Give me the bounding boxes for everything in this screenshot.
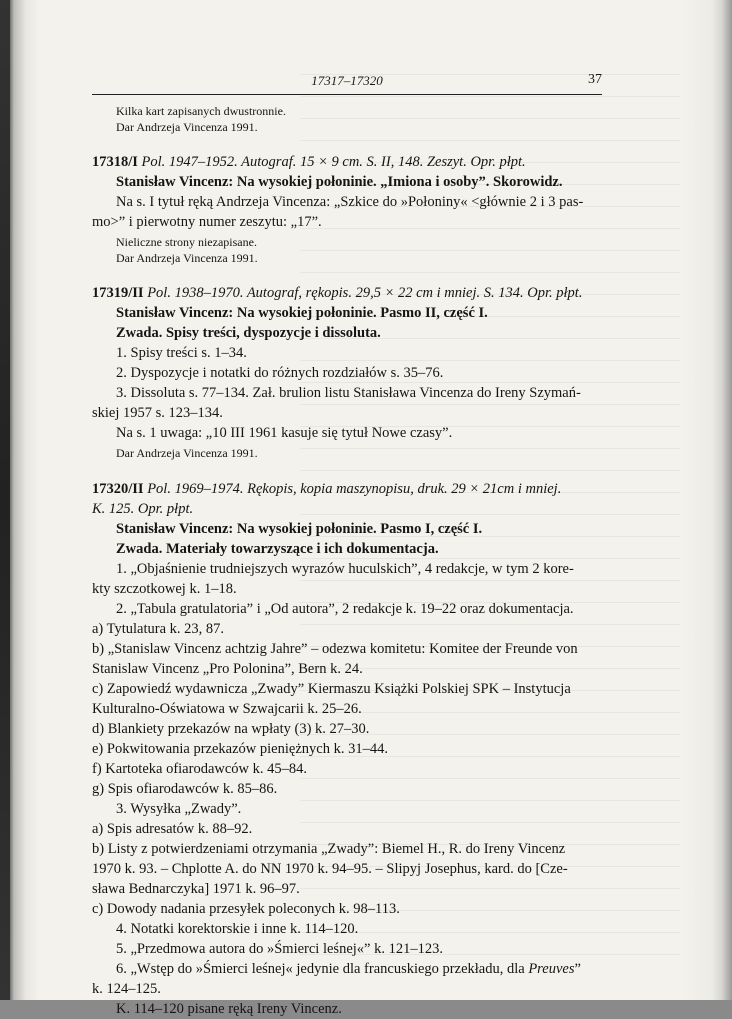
entry-17320-header xyxy=(92,479,602,499)
entry-title: Stanisław Vincenz: Na wysokiej połoninie. Pasmo II, część I. xyxy=(116,305,488,321)
page-number: 37 xyxy=(588,72,602,87)
entry-subtitle: Zwada. Materiały towarzyszące i ich dokumentacja. xyxy=(116,540,439,557)
intro-note: Kilka kart zapisanych dwustronnie. xyxy=(116,104,286,118)
list-subitem: c) Zapowiedź wydawnicza „Zwady” Kiermaszu Książki Polskiej SPK – Instytucja xyxy=(92,680,571,697)
journal-title: Preuves xyxy=(528,960,575,977)
list-item: 2. „Tabula gratulatoria” i „Od autora”, 2 redakcje k. 19–22 oraz dokumentacja. xyxy=(116,600,574,617)
entry-17319-header xyxy=(92,283,602,303)
list-item: 3. Wysyłka „Zwady”. xyxy=(116,800,242,817)
entry-title: Stanisław Vincenz: Na wysokiej połoninie. Pasmo I, część I. xyxy=(116,520,483,537)
list-item-text: 6. „Wstęp do »Śmierci leśnej« jedynie dla francuskiego przekładu, dla xyxy=(116,960,529,977)
list-item: 2. Dyspozycje i notatki do różnych rozdziałów s. 35–76. xyxy=(116,365,444,381)
list-item-cont: k. 124–125. xyxy=(92,980,161,997)
list-subitem: d) Blankiety przekazów na wpłaty (3) k. 27–30. xyxy=(92,720,370,737)
list-subitem: e) Pokwitowania przekazów pieniężnych k. 31–44. xyxy=(92,740,388,757)
list-item-cont: kty szczotkowej k. 1–18. xyxy=(92,580,237,597)
entry-note: Na s. I tytuł ręką Andrzeja Vincenza: „Szkice do »Połoniny« <głównie 2 i 3 pas- xyxy=(116,194,584,210)
list-subitem: g) Spis ofiarodawców k. 85–86. xyxy=(92,780,278,797)
list-subitem: a) Spis adresatów k. 88–92. xyxy=(92,820,253,837)
entry-title: Stanisław Vincenz: Na wysokiej połoninie. „Imiona i osoby”. Skorowidz. xyxy=(116,174,563,190)
list-item-cont: skiej 1957 s. 123–134. xyxy=(92,405,223,421)
list-item: 3. Dissoluta s. 77–134. Zał. brulion listu Stanisława Vincenza do Ireny Szymań- xyxy=(116,385,581,401)
entry-remark: Nieliczne strony niezapisane. xyxy=(116,235,257,249)
entry-17318-header xyxy=(92,152,602,172)
entry-meta: Pol. 1938–1970. Autograf, rękopis. 29,5 × 22 cm i mniej. S. 134. Opr. płpt. xyxy=(147,285,583,301)
list-subitem-cont: Stanislaw Vincenz „Pro Polonina”, Bern k. 24. xyxy=(92,660,363,677)
entry-meta-cont: K. 125. Opr. płpt. xyxy=(92,500,194,517)
entry-donation: Dar Andrzeja Vincenza 1991. xyxy=(116,446,258,460)
list-subitem-cont: sława Bednarczyka] 1971 k. 96–97. xyxy=(92,880,300,897)
entry-note-cont: mo>” i pierwotny numer zeszytu: „17”. xyxy=(92,214,322,230)
list-subitem: a) Tytulatura k. 23, 87. xyxy=(92,620,225,637)
page-header xyxy=(92,72,602,95)
entry-subtitle: Zwada. Spisy treści, dyspozycje i dissoluta. xyxy=(116,325,381,341)
intro-donation: Dar Andrzeja Vincenza 1991. xyxy=(116,119,258,134)
list-item: 1. Spisy treści s. 1–34. xyxy=(116,345,247,361)
running-title: 17317–17320 xyxy=(311,73,383,88)
list-item xyxy=(92,959,602,979)
entry-donation: Dar Andrzeja Vincenza 1991. xyxy=(116,250,258,265)
list-subitem: b) Listy z potwierdzeniami otrzymania „Zwady”: Biemel H., R. do Ireny Vincenz xyxy=(92,840,566,857)
book-spine-shadow xyxy=(0,0,10,1000)
list-subitem: c) Dowody nadania przesyłek poleconych k. 98–113. xyxy=(92,900,400,917)
entry-signature: 17320/II xyxy=(92,480,144,497)
list-subitem: b) „Stanislaw Vincenz achtzig Jahre” – odezwa komitetu: Komitee der Freunde von xyxy=(92,640,578,657)
entry-signature: 17318/I xyxy=(92,154,138,170)
closing-quote: ” xyxy=(574,960,581,977)
entry-note: Na s. 1 uwaga: „10 III 1961 kasuje się tytuł Nowe czasy”. xyxy=(116,425,453,441)
list-item: 5. „Przedmowa autora do »Śmierci leśnej«” k. 121–123. xyxy=(116,940,443,957)
entry-meta: Pol. 1947–1952. Autograf. 15 × 9 cm. S. II, 148. Zeszyt. Opr. płpt. xyxy=(141,154,526,170)
list-item: 1. „Objaśnienie trudniejszych wyrazów huculskich”, 4 redakcje, w tym 2 kore- xyxy=(116,560,574,577)
list-subitem-cont: 1970 k. 93. – Chplotte A. do NN 1970 k. 94–95. – Slipyj Josephus, kard. do [Cze- xyxy=(92,860,568,877)
page-content xyxy=(92,104,602,1019)
list-item: 4. Notatki korektorskie i inne k. 114–120. xyxy=(116,920,359,937)
entry-final-note: K. 114–120 pisane ręką Ireny Vincenz. xyxy=(116,1000,342,1017)
list-subitem: f) Kartoteka ofiarodawców k. 45–84. xyxy=(92,760,308,777)
entry-signature: 17319/II xyxy=(92,285,144,301)
entry-meta: Pol. 1969–1974. Rękopis, kopia maszynopisu, druk. 29 × 21cm i mniej. xyxy=(147,480,562,497)
list-subitem-cont: Kulturalno-Oświatowa w Szwajcarii k. 25–26. xyxy=(92,700,362,717)
